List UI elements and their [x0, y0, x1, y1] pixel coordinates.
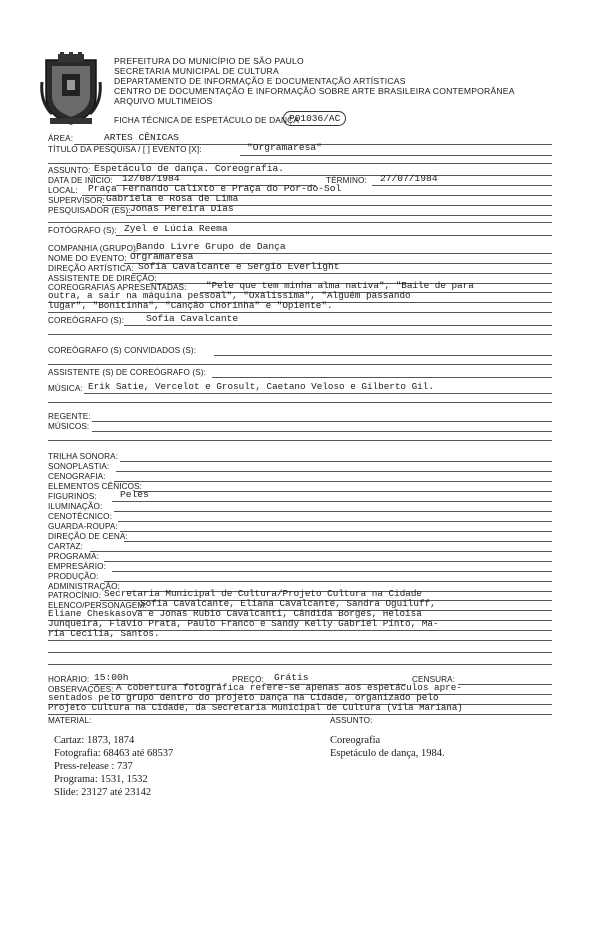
cartaz-label: CARTAZ: — [48, 542, 83, 551]
supervisor-value: Gabriela e Rosa de Lima — [106, 193, 239, 204]
observacoes-value-2: sentados pelo grupo dentro do projeto Dança na Cidade, organizado pelo — [48, 692, 439, 703]
material-item-press-release: Press-release : 737 — [54, 761, 133, 772]
material-label: MATERIAL: — [48, 716, 92, 725]
coreografo-label: COREÓGRAFO (S): — [48, 316, 125, 325]
horario-value: 15:00h — [94, 672, 129, 683]
companhia-value: Bando Livre Grupo de Dança — [136, 241, 286, 252]
pesquisador-value: Jonas Pereira Dias — [130, 203, 234, 214]
material-item-fotografia: Fotografia: 68463 até 68537 — [54, 748, 174, 759]
header-line-3: DEPARTAMENTO DE INFORMAÇÃO E DOCUMENTAÇÃO ARTÍSTICAS — [114, 76, 406, 86]
producao-label: PRODUÇÃO: — [48, 572, 99, 581]
material-assunto-label: ASSUNTO: — [330, 716, 373, 725]
nome-evento-value: Orgramaresa — [130, 251, 194, 262]
direcao-cena-label: DIREÇÃO DE CENA: — [48, 532, 128, 541]
elenco-value-2: Eliane Cheskasova e Jonas Rubio Cavalcanti, Cândida Borges, Heloisa — [48, 608, 422, 619]
observacoes-value-1: A cobertura fotográfica refere-se apenas aos espetáculos apre- — [116, 682, 462, 693]
empresario-label: EMPRESÁRIO: — [48, 562, 106, 571]
material-item-cartaz: Cartaz: 1873, 1874 — [54, 735, 135, 746]
header-line-5: ARQUIVO MULTIMEIOS — [114, 96, 213, 106]
regente-label: REGENTE: — [48, 412, 91, 421]
pesquisador-label: PESQUISADOR (ES): — [48, 206, 131, 215]
header-line-4: CENTRO DE DOCUMENTAÇÃO E INFORMAÇÃO SOBRE ARTE BRASILEIRA CONTEMPORÂNEA — [114, 86, 515, 96]
local-label: LOCAL: — [48, 186, 78, 195]
material-assunto-1: Coreografia — [330, 735, 381, 746]
coreografo-convidados-label: COREÓGRAFO (S) CONVIDADOS (S): — [48, 346, 197, 355]
sao-paulo-crest-icon — [40, 52, 102, 126]
programa-label: PROGRAMA: — [48, 552, 99, 561]
censura-label: CENSURA: — [412, 675, 456, 684]
preco-value: Grátis — [274, 672, 309, 683]
companhia-label: COMPANHIA (GRUPO): — [48, 244, 139, 253]
musica-value: Erik Satie, Vercelot e Grosult, Caetano Veloso e Gilberto Gil. — [88, 381, 434, 392]
material-item-slide: Slide: 23127 até 23142 — [54, 787, 152, 798]
cenotecnico-label: CENOTÉCNICO: — [48, 512, 112, 521]
sonoplastia-label: SONOPLASTIA: — [48, 462, 110, 471]
elementos-label: ELEMENTOS CÊNICOS: — [48, 482, 143, 491]
direcao-artistica-label: DIREÇÃO ARTÍSTICA: — [48, 264, 134, 273]
area-label: ÁREA: — [48, 134, 74, 143]
header-line-1: PREFEITURA DO MUNICÍPIO DE SÃO PAULO — [114, 56, 304, 66]
figurinos-value: Peles — [120, 489, 149, 500]
assistente-direcao-label: ASSISTENTE DE DIREÇÃO: — [48, 274, 157, 283]
elenco-label: ELENCO/PERSONAGEM: — [48, 601, 147, 610]
fotografo-value: Zyel e Lúcia Reema — [124, 223, 228, 234]
nome-evento-label: NOME DO EVENTO: — [48, 254, 127, 263]
preco-label: PREÇO: — [232, 675, 264, 684]
titulo-label: TÍTULO DA PESQUISA / [ ] EVENTO [X]: — [48, 145, 202, 154]
assistente-coreografo-label: ASSISTENTE (S) DE COREÓGRAFO (S): — [48, 368, 206, 377]
termino-value: 27/07/1984 — [380, 173, 438, 184]
header-line-2: SECRETARIA MUNICIPAL DE CULTURA — [114, 66, 279, 76]
administracao-label: ADMINISTRAÇÃO: — [48, 582, 120, 591]
data-inicio-value: 12/08/1984 — [122, 173, 180, 184]
elenco-value-4: ria Cecília, Santos. — [48, 628, 160, 639]
musicos-label: MÚSICOS: — [48, 422, 90, 431]
iluminacao-label: ILUMINAÇÃO: — [48, 502, 103, 511]
elenco-value-3: Junqueira, Flavio Prata, Paulo Franco e Sandy Kelly Gabriel Pinto, Ma- — [48, 618, 439, 629]
patrocinio-value: Secretaria Municipal de Cultura/Projeto Cultura na Cidade — [104, 588, 423, 599]
patrocinio-label: PATROCÍNIO: — [48, 591, 102, 600]
horario-label: HORÁRIO: — [48, 675, 90, 684]
observacoes-label: OBSERVAÇÕES: — [48, 685, 114, 694]
figurinos-label: FIGURINOS: — [48, 492, 97, 501]
assunto-value: Espetáculo de dança. Coreografia. — [94, 163, 284, 174]
musica-label: MÚSICA: — [48, 384, 83, 393]
form-title: FICHA TÉCNICA DE ESPETÁCULO DE DANÇA — [114, 115, 299, 125]
area-value: ARTES CÊNICAS — [104, 132, 179, 143]
trilha-label: TRILHA SONORA: — [48, 452, 119, 461]
guarda-roupa-label: GUARDA-ROUPA: — [48, 522, 118, 531]
elenco-value-1: Sofia Cavalcante, Eliana Cavalcante, Sandra Oguiluff, — [140, 598, 436, 609]
direcao-artistica-value: Sofia Cavalcante e Sergio Everlight — [138, 261, 340, 272]
termino-label: TÉRMINO: — [326, 176, 367, 185]
titulo-value: "Orgramaresa" — [247, 142, 322, 153]
coreografias-value-2: outra, a sair na máquina pessoal", "Oxalissima", "Alguém passando — [48, 290, 411, 301]
coreografo-value: Sofia Cavalcante — [146, 313, 239, 324]
material-assunto-2: Espetáculo de dança, 1984. — [330, 748, 445, 759]
observacoes-value-3: Projeto Cultura na Cidade, da Secretaria Municipal de Cultura (Vila Mariana) — [48, 702, 463, 713]
material-item-programa: Programa: 1531, 1532 — [54, 774, 148, 785]
cenografia-label: CENOGRAFIA: — [48, 472, 106, 481]
data-inicio-label: DATA DE INÍCIO: — [48, 176, 113, 185]
coreografias-value-3: lugar", "Bonitinha", "Canção Chorinha" e "Opiente". — [48, 300, 333, 311]
form-code-stamp: P01036/AC — [283, 111, 346, 126]
coreografias-label: COREOGRAFIAS APRESENTADAS: — [48, 283, 187, 292]
fotografo-label: FOTÓGRAFO (S): — [48, 226, 117, 235]
local-value: Praça Fernando Calixto e Praça do Por-do-Sol — [88, 183, 342, 194]
coreografias-value-1: "Pele que tem minha alma nativa", "Baile de para — [206, 280, 474, 291]
supervisor-label: SUPERVISOR: — [48, 196, 105, 205]
assunto-label: ASSUNTO: — [48, 166, 91, 175]
